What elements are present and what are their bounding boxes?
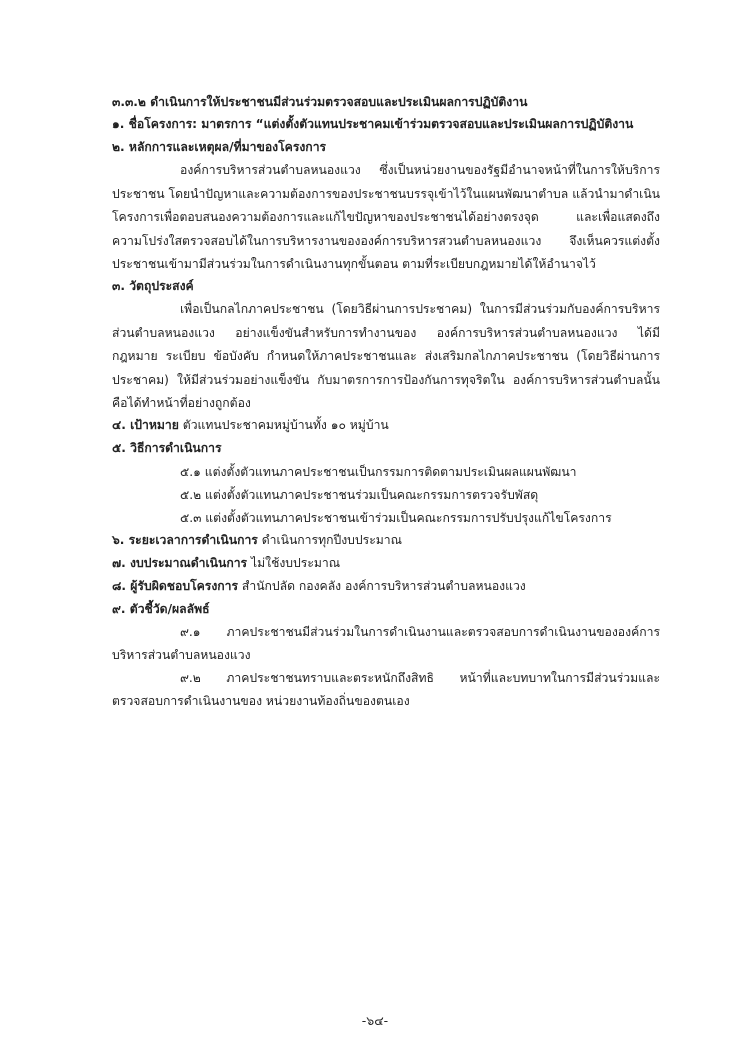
duration [112, 530, 660, 550]
page-number: -๖๔- [361, 1013, 389, 1028]
target-label: ๔. เป้าหมาย [112, 418, 179, 432]
rationale-line: โครงการเพื่อตอบสนองความต้องการและแก้ไขปัญหาของประชาชนได้อย่างตรงจุด และเพื่อแสดงถึง [112, 210, 660, 224]
responsible-text: สำนักปลัด กองคลัง องค์การบริหารส่วนตำบลหนองแวง [238, 579, 526, 593]
rationale-line: ความโปร่งใสตรวจสอบได้ในการบริหารงานขององค์การบริหารสวนตำบลหนองแวง จึงเห็นควรแต่งตั้ง [112, 234, 660, 248]
indicator-line: บริหารส่วนตำบลหนองแวง [112, 648, 251, 662]
target [112, 415, 660, 435]
responsible [112, 576, 660, 596]
project-name-title: มาตรการ “แต่งตั้งตัวแทนประชาคมเข้าร่วมตรวจสอบและประเมินผลการปฏิบัติงาน [201, 117, 634, 131]
method-item: ๕.๒ แต่งตั้งตัวแทนภาคประชาชนร่วมเป็นคณะกรรมการตรวจรับพัสดุ [180, 488, 539, 502]
rationale-line: ประชาชน โดยนำปัญหาและความต้องการของประชาชนบรรจุเข้าไว้ในแผนพัฒนาตำบล แล้วนำมาดำเนิน [112, 187, 660, 201]
budget-label: ๗. งบประมาณดำเนินการ [112, 556, 248, 570]
duration-label: ๖. ระยะเวลาการดำเนินการ [112, 533, 258, 547]
objective-line: กฎหมาย ระเบียบ ข้อบังคับ กำหนดให้ภาคประชาชนและ ส่งเสริมกลไกภาคประชาชน (โดยวิธีผ่านการ [112, 349, 660, 363]
indicator-line: ๙.๑ ภาคประชาชนมีส่วนร่วมในการดำเนินงานและตรวจสอบการดำเนินงานขององค์การ [180, 625, 660, 639]
project-name [112, 114, 660, 134]
objective-heading: ๓. วัตถุประสงค์ [112, 279, 194, 293]
responsible-label: ๘. ผู้รับผิดชอบโครงการ [112, 579, 239, 593]
objective-line: เพื่อเป็นกลไกภาคประชาชน (โดยวิธีผ่านการประชาคม) ในการมีส่วนร่วมกับองค์การบริหาร [180, 302, 660, 316]
project-name-label: ๑. ชื่อโครงการ: [112, 117, 202, 131]
target-text: ตัวแทนประชาคมหมู่บ้านทั้ง ๑๐ หมู่บ้าน [178, 418, 389, 432]
indicators-heading: ๙. ตัวชี้วัด/ผลลัพธ์ [112, 602, 210, 616]
method-item: ๕.๑ แต่งตั้งตัวแทนภาคประชาชนเป็นกรรมการติดตามประเมินผลแผนพัฒนา [180, 465, 577, 479]
section-heading: ๓.๓.๒ ดำเนินการให้ประชาชนมีส่วนร่วมตรวจสอบและประเมินผลการปฏิบัติงาน [112, 95, 528, 109]
budget [112, 553, 660, 573]
duration-text: ดำเนินการทุกปีงบประมาณ [257, 533, 402, 547]
objective-line: ส่วนตำบลหนองแวง อย่างแข็งขันสำหรับการทำงานของ องค์การบริหารส่วนตำบลหนองแวง ได้มี [112, 326, 660, 340]
indicator-line: ๙.๒ ภาคประชาชนทราบและตระหนักถึงสิทธิ หน้าที่และบทบาทในการมีส่วนร่วมและ [180, 671, 660, 685]
budget-text: ไม่ใช้งบประมาณ [247, 556, 341, 570]
methods-heading: ๕. วิธีการดำเนินการ [112, 441, 222, 455]
indicator-line: ตรวจสอบการดำเนินงานของ หน่วยงานท้องถิ่นของตนเอง [112, 694, 410, 708]
method-item: ๕.๓ แต่งตั้งตัวแทนภาคประชาชนเข้าร่วมเป็นคณะกรรมการปรับปรุงแก้ไขโครงการ [180, 511, 612, 525]
rationale-heading: ๒. หลักการและเหตุผล/ที่มาของโครงการ [112, 140, 327, 154]
objective-line: ประชาคม) ให้มีส่วนร่วมอย่างแข็งขัน กับมาตรการการป้องกันการทุจริตใน องค์การบริหารส่วนตำบลนั้น [112, 373, 660, 387]
objective-line: คือได้ทำหน้าที่อย่างถูกต้อง [112, 396, 251, 410]
rationale-line: องค์การบริหารส่วนตำบลหนองแวง ซึ่งเป็นหน่วยงานของรัฐมีอำนาจหน้าที่ในการให้บริการ [180, 163, 660, 177]
rationale-line: ประชาชนเข้ามามีส่วนร่วมในการดำเนินงานทุกขั้นตอน ตามที่ระเบียบกฎหมายได้ให้อำนาจไว้ [112, 257, 596, 271]
